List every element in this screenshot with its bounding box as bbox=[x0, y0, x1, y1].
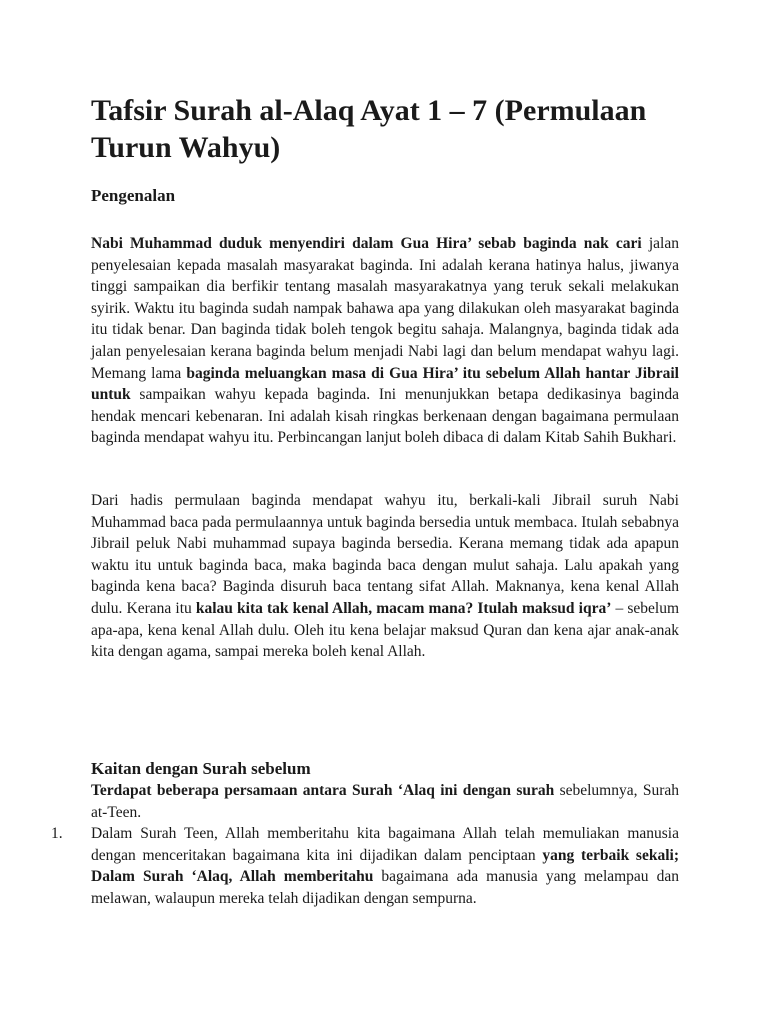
section-heading-pengenalan: Pengenalan bbox=[91, 186, 176, 205]
paragraph-text: – sebelum apa-apa, kena kenal Allah dulu. Oleh itu kena belajar maksud Quran dan kena ajar anak-anak kita dengan agama, sampai mereka boleh kenal Allah. bbox=[91, 599, 680, 661]
paragraph-text: jalan penyelesaian kepada masalah masyarakat baginda. Ini adalah kerana hatinya halus, jiwanya tinggi sampaikan dia berfikir tentang masalah masyarakatnya yang teruk sekali melakukan syirik. Waktu itu baginda sudah nampak bahawa apa yang dilakukan oleh masyarakat baginda itu tidak benar. Dan baginda tidak boleh tengok begitu sahaja. Malangnya, baginda tidak ada jalan penyelesaian kerana baginda belum menjadi Nabi lagi dan belum mendapat wahyu lagi. Memang lama bbox=[91, 235, 679, 382]
bold-phrase: Nabi Muhammad duduk menyendiri dalam Gua Hira’ sebab baginda nak cari bbox=[91, 235, 642, 252]
paragraph-text: bagaimana ada manusia yang melampau dan melawan, walaupun mereka telah dijadikan dengan sempurna. bbox=[91, 868, 679, 907]
page-title: Tafsir Surah al-Alaq Ayat 1 – 7 (Permulaan Turun Wahyu) bbox=[91, 94, 647, 164]
paragraph-text: sampaikan wahyu kepada baginda. Ini menunjukkan betapa dedikasinya baginda hendak mencari kebenaran. Ini adalah kisah ringkas berkenaan dengan bagaimana permulaan baginda mendapat wahyu itu. Perbincangan lanjut boleh dibaca di dalam Kitab Sahih Bukhari. bbox=[91, 386, 679, 447]
paragraph-intro-2 bbox=[91, 490, 679, 663]
list-item bbox=[51, 823, 679, 909]
paragraph-text: sebelumnya, Surah at-Teen. bbox=[91, 782, 679, 821]
paragraph-text: Dari hadis permulaan baginda mendapat wahyu itu, berkali-kali Jibrail suruh Nabi Muhammad baca pada permulaannya untuk baginda bersedia untuk membaca. Itulah sebabnya Jibrail peluk Nabi muhammad supaya baginda bersedia. Kerana memang tidak ada apapun waktu itu untuk baginda baca, maka baginda baca dengan mulut sahaja. Lalu apakah yang baginda kena baca? Baginda disuruh baca tentang sifat Allah. Maknanya, kena kenal Allah dulu. Kerana itu bbox=[91, 492, 679, 617]
bold-phrase: Terdapat beberapa persamaan antara Surah ‘Alaq ini dengan surah bbox=[91, 782, 555, 799]
paragraph-intro-1 bbox=[91, 233, 679, 449]
bold-phrase: baginda meluangkan masa di Gua Hira’ itu sebelum Allah hantar Jibrail untuk bbox=[91, 364, 679, 404]
paragraph-kaitan-intro bbox=[91, 780, 679, 823]
bold-phrase: yang terbaik sekali; Dalam Surah ‘Alaq, Allah memberitahu bbox=[91, 846, 679, 886]
list-number: 1. bbox=[51, 825, 63, 842]
paragraph-text: Dalam Surah Teen, Allah memberitahu kita bagaimana Allah telah memuliakan manusia dengan menceritakan bagaimana kita ini dijadikan dalam penciptaan bbox=[91, 825, 679, 864]
section-heading-kaitan: Kaitan dengan Surah sebelum bbox=[91, 759, 311, 778]
bold-phrase: kalau kita tak kenal Allah, macam mana? Itulah maksud iqra’ bbox=[195, 599, 612, 617]
